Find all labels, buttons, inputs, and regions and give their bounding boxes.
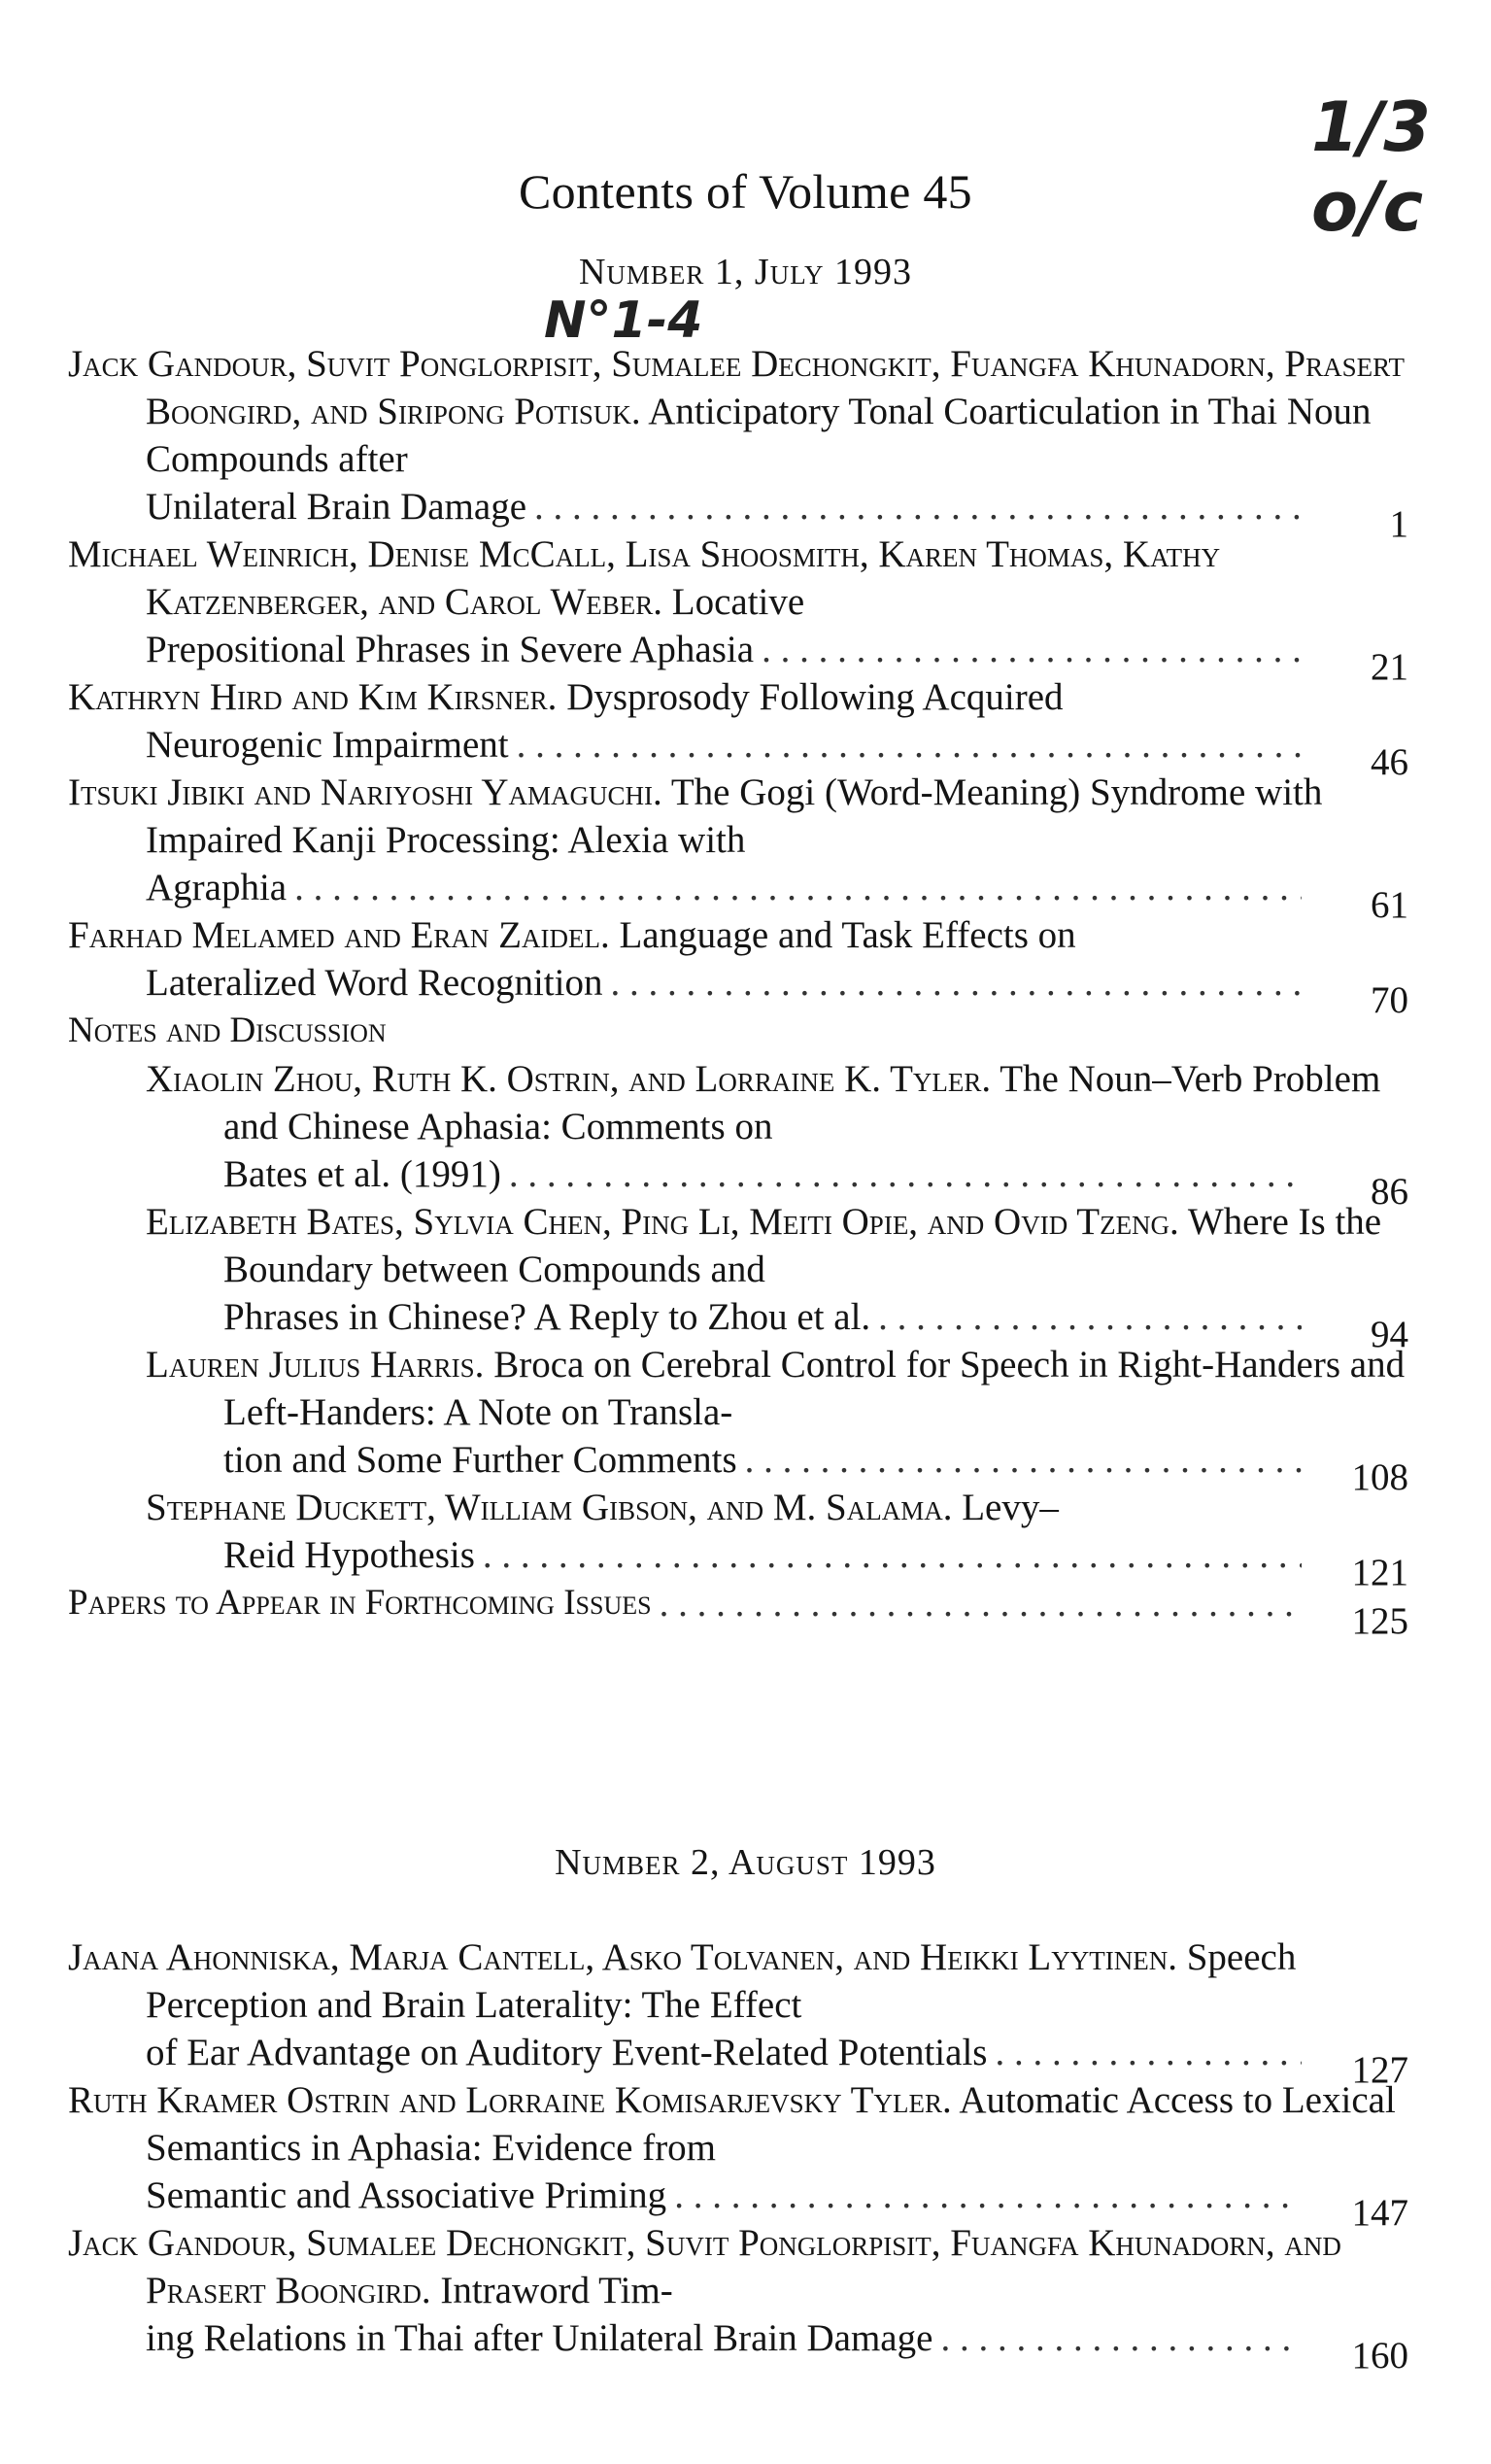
page-number: 46	[1371, 741, 1408, 783]
leader-dots	[660, 1580, 1302, 1627]
entry-authors: Michael Weinrich, Denise McCall, Lisa Shoosmith, Karen Thomas, Kathy Katzenberger, and Carol Weber.	[68, 533, 1221, 623]
toc-entry	[68, 340, 1408, 545]
page-number: 160	[1351, 2335, 1408, 2377]
page-number: 125	[1351, 1600, 1408, 1642]
leader-dots	[610, 959, 1302, 1007]
toc-entry	[68, 1934, 1408, 2091]
entry-title: Language and Task Effects on	[619, 914, 1076, 956]
page-number: 94	[1371, 1314, 1408, 1355]
entry-authors: Stephane Duckett, William Gibson, and M. Salama.	[146, 1487, 953, 1528]
leader-dots	[995, 2029, 1302, 2076]
issue1-toc	[68, 340, 1408, 1642]
papers-to-appear-label: Papers to Appear in Forthcoming Issues	[68, 1583, 652, 1623]
entry-title-end: ing Relations in Thai after Unilateral Brain Damage	[146, 2317, 933, 2359]
entry-title: Automatic Access to Lexical Semantics in Aphasia: Evidence from	[146, 2079, 1396, 2169]
issue2-toc	[68, 1934, 1408, 2377]
entry-authors: Itsuki Jibiki and Nariyoshi Yamaguchi.	[68, 771, 662, 813]
entry-title: The Gogi (Word-Meaning) Syndrome with Impaired Kanji Processing: Alexia with	[146, 771, 1323, 861]
entry-title: Speech Perception and Brain Laterality: The Effect	[146, 1936, 1297, 2026]
papers-to-appear-entry	[68, 1579, 1408, 1642]
entry-authors: Xiaolin Zhou, Ruth K. Ostrin, and Lorraine K. Tyler.	[146, 1058, 992, 1100]
entry-title: Intraword Tim-	[440, 2270, 673, 2311]
entry-title-end: of Ear Advantage on Auditory Event-Related Potentials	[146, 2032, 988, 2073]
leader-dots	[294, 864, 1302, 911]
entry-title-end: Semantic and Associative Priming	[146, 2174, 667, 2216]
toc-entry	[68, 911, 1408, 1021]
entry-title: The Noun–Verb Problem and Chinese Aphasia: Comments on	[223, 1058, 1381, 1147]
entry-title: Broca on Cerebral Control for Speech in Right-Handers and Left-Handers: A Note on Transla-	[223, 1344, 1406, 1433]
entry-title-end: Neurogenic Impairment	[146, 724, 509, 766]
entry-title: Where Is the Boundary between Compounds and	[223, 1201, 1382, 1290]
toc-entry	[146, 1055, 1408, 1213]
toc-entry	[68, 769, 1408, 926]
entry-title: Dysprosody Following Acquired	[566, 676, 1064, 718]
entry-title: Anticipatory Tonal Coarticulation in Thai Noun Compounds after	[146, 391, 1372, 480]
entry-authors: Kathryn Hird and Kim Kirsner.	[68, 676, 558, 718]
entry-authors: Jack Gandour, Suvit Ponglorpisit, Sumalee Dechongkit, Fuangfa Khunadorn, Prasert Boongird, and Siripong Potisuk.	[68, 343, 1405, 432]
entry-title-end: Lateralized Word Recognition	[146, 962, 603, 1004]
page-number: 108	[1351, 1456, 1408, 1498]
handwritten-fraction: 1/3 o/c	[1311, 87, 1431, 247]
toc-entry	[68, 2076, 1408, 2234]
page-number: 70	[1371, 979, 1408, 1021]
entry-authors: Lauren Julius Harris.	[146, 1344, 485, 1386]
leader-dots	[878, 1293, 1302, 1341]
leader-dots	[745, 1436, 1302, 1484]
leader-dots	[509, 1150, 1302, 1198]
toc-entry	[146, 1341, 1408, 1498]
page-number: 147	[1351, 2192, 1408, 2234]
leader-dots	[940, 2314, 1302, 2362]
entry-title: Locative	[671, 581, 805, 623]
toc-entry	[68, 673, 1408, 783]
toc-entry	[68, 530, 1408, 688]
entry-authors: Jaana Ahonniska, Marja Cantell, Asko Tolvanen, and Heikki Lyytinen.	[68, 1936, 1177, 1978]
issue1-heading: Number 1, July 1993	[578, 252, 913, 292]
toc-entry	[146, 1198, 1408, 1355]
entry-authors: Jack Gandour, Sumalee Dechongkit, Suvit Ponglorpisit, Fuangfa Khunadorn, and Prasert Boongird.	[68, 2222, 1341, 2311]
entry-title: Levy–	[962, 1487, 1059, 1528]
page-number: 21	[1371, 646, 1408, 688]
entry-authors: Farhad Melamed and Eran Zaidel.	[68, 914, 610, 956]
issue2-heading: Number 2, August 1993	[555, 1842, 936, 1883]
entry-authors: Ruth Kramer Ostrin and Lorraine Komisarjevsky Tyler.	[68, 2079, 952, 2121]
leader-dots	[483, 1531, 1302, 1579]
notes-heading: Notes and Discussion	[68, 1010, 387, 1050]
entry-authors: Elizabeth Bates, Sylvia Chen, Ping Li, Meiti Opie, and Ovid Tzeng.	[146, 1201, 1179, 1243]
leader-dots	[674, 2172, 1302, 2219]
page-title: Contents of Volume 45	[519, 164, 972, 219]
entry-title-end: Bates et al. (1991)	[223, 1153, 501, 1195]
page-number: 1	[1389, 503, 1408, 545]
toc-entry	[146, 1484, 1408, 1593]
entry-title-end: Agraphia	[146, 867, 288, 908]
entry-title-end: Reid Hypothesis	[223, 1534, 475, 1576]
leader-dots	[762, 626, 1302, 673]
entry-title-end: Unilateral Brain Damage	[146, 486, 526, 528]
handwritten-issue-note: N°1-4	[544, 291, 703, 350]
entry-title-end: tion and Some Further Comments	[223, 1439, 737, 1481]
leader-dots	[534, 483, 1302, 530]
toc-entry	[68, 2219, 1408, 2377]
leader-dots	[517, 721, 1302, 769]
page-number: 121	[1351, 1552, 1408, 1593]
entry-title-end: Phrases in Chinese? A Reply to Zhou et al.	[223, 1296, 871, 1338]
page-number: 127	[1351, 2049, 1408, 2091]
page-number: 61	[1371, 884, 1408, 926]
entry-title-end: Prepositional Phrases in Severe Aphasia	[146, 629, 755, 670]
page-number: 86	[1371, 1171, 1408, 1213]
